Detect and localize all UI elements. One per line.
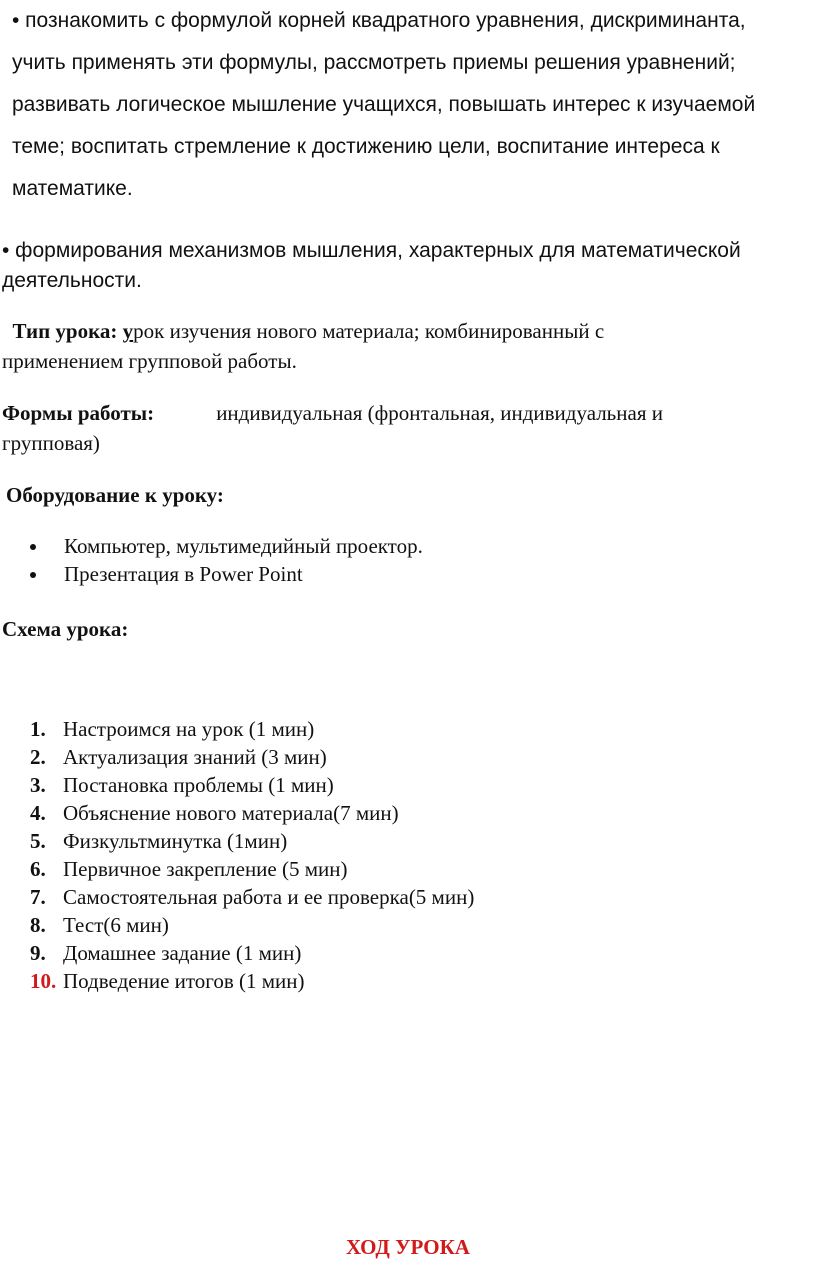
work-forms-line-2: групповая)	[2, 431, 100, 455]
mechanisms-line-2: деятельности.	[2, 269, 142, 292]
list-item: 10. Подведение итогов (1 мин)	[30, 969, 305, 993]
list-item: Презентация в Power Point	[28, 560, 423, 588]
mechanisms-paragraph	[2, 236, 802, 296]
list-item: 9. Домашнее задание (1 мин)	[30, 941, 302, 965]
list-item: 8. Тест(6 мин)	[30, 913, 169, 937]
goal-line-4: теме; воспитать стремление к достижению цели, воспитание интереса к	[12, 135, 720, 158]
lesson-type-paragraph	[2, 316, 808, 376]
lesson-type-line-2: применением групповой работы.	[2, 349, 297, 373]
lesson-type-first-letter: у	[122, 319, 134, 343]
mechanisms-line-1: • формирования механизмов мышления, характерных для математической	[2, 239, 741, 262]
goal-line-5: математике.	[12, 177, 133, 200]
bullet-icon	[30, 544, 36, 550]
lesson-goals	[12, 0, 808, 210]
goal-line-3: развивать логическое мышление учащихся, повышать интерес к изучаемой	[12, 93, 756, 116]
lesson-plan-list	[30, 715, 474, 995]
lesson-type-label: Тип урока:	[12, 319, 118, 343]
equipment-list	[28, 532, 423, 588]
list-item: Компьютер, мультимедийный проектор.	[28, 532, 423, 560]
work-forms-paragraph	[2, 398, 808, 458]
list-item: 2. Актуализация знаний (3 мин)	[30, 745, 327, 769]
equipment-heading: Оборудование к уроку:	[6, 483, 224, 507]
lesson-type-value: рок изучения нового материала; комбинированный с	[133, 319, 605, 343]
list-item: 6. Первичное закрепление (5 мин)	[30, 857, 348, 881]
goal-line-1: • познакомить с формулой корней квадратного уравнения, дискриминанта,	[12, 9, 746, 32]
list-item: 3. Постановка проблемы (1 мин)	[30, 773, 334, 797]
schema-heading: Схема урока:	[2, 617, 129, 641]
list-item: 1. Настроимся на урок (1 мин)	[30, 717, 315, 741]
work-forms-value: индивидуальная (фронтальная, индивидуальная и	[216, 401, 663, 425]
list-item: 4. Объяснение нового материала(7 мин)	[30, 801, 399, 825]
list-item: 7. Самостоятельная работа и ее проверка(5 мин)	[30, 885, 475, 909]
lesson-progress-heading: ХОД УРОКА	[346, 1235, 470, 1259]
goal-line-2: учить применять эти формулы, рассмотреть приемы решения уравнений;	[12, 51, 736, 74]
work-forms-label: Формы работы:	[2, 401, 155, 425]
list-item: 5. Физкультминутка (1мин)	[30, 829, 288, 853]
bullet-icon	[30, 572, 36, 578]
